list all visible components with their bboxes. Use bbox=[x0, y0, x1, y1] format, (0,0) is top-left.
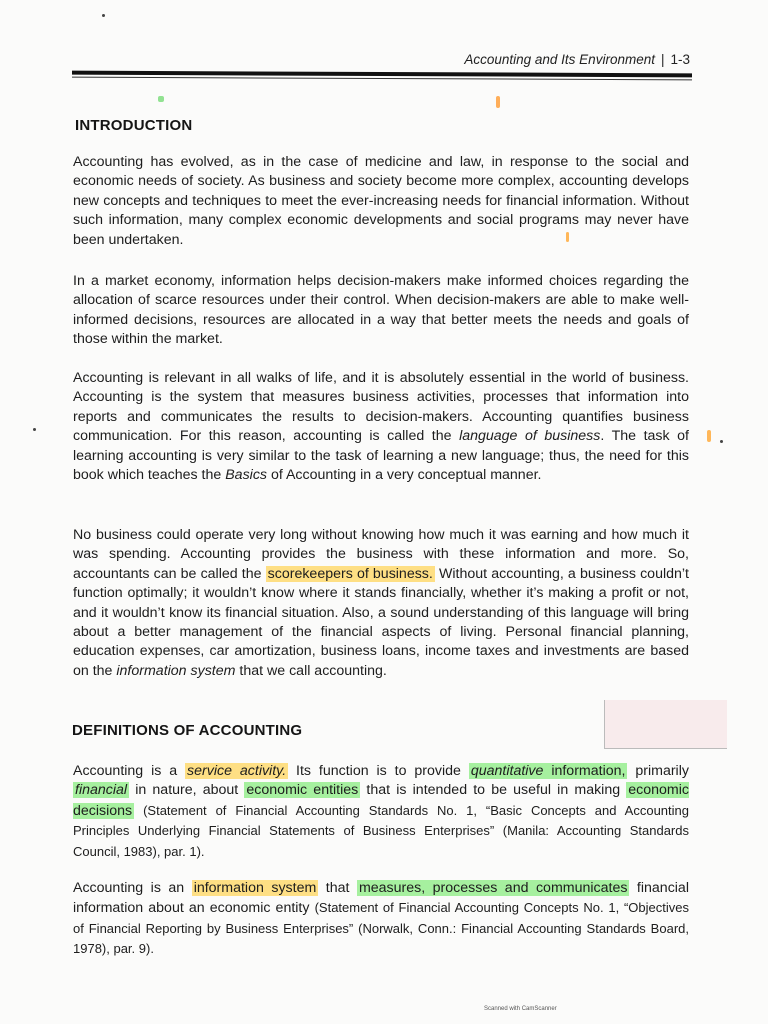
section-heading-definitions: DEFINITIONS OF ACCOUNTING bbox=[72, 722, 303, 739]
intro-paragraph-4: No business could operate very long without knowing how much it was earning and how much it was spending. Accounting provides the business with these information and more. So, accountants can be called the scorekeepers of business. Without accounting, a business couldn’t function optimally; it wouldn’t know where it stands financially, whether it’s making a profit or not, and it wouldn’t know its financial situation. Also, a sound understanding of this language will bring about a better management of the financial aspects of living. Personal financial planning, education expenses, car amortization, business loans, income taxes and investments are based on the information system that we call accounting. bbox=[73, 527, 689, 679]
highlight-information-system: information system bbox=[193, 880, 317, 896]
highlighter-smudge bbox=[566, 232, 569, 242]
header-rule-thin bbox=[72, 77, 692, 81]
definition-paragraph-2: Accounting is an information system that measures, processes and communicates financial information about an economic entity (Statement of Financial Accounting Concepts No. 1, “Objectives of Financial Reporting by Business Enterprises” (Norwalk, Conn.: Financial Accounting Standards Board, 1978), par. 9). bbox=[73, 880, 689, 957]
emphasis-information-system: information system bbox=[116, 662, 236, 679]
definition-paragraph-1: Accounting is a service activity. Its function is to provide quantitative information, primarily financial in nature, about economic entities that is intended to be useful in making economic decisions (Statement of Financial Accounting Standards No. 1, “Basic Concepts and Accounting Principles Underlying Financial Statements of Business Enterprises” (Manila: Accounting Standards Council, 1983), par. 1). bbox=[73, 763, 690, 859]
intro-paragraph-3: Accounting is relevant in all walks of life, and it is absolutely essential in the world of business. Accounting is the system that measures business activities, processes that information into reports and communicates the results to decision-makers. Accounting quantifies business communication. For this reason, accounting is called the language of business. The task of learning accounting is very similar to the task of learning a new language; thus, the need for this book which teaches the Basics of Accounting in a very conceptual manner. bbox=[73, 370, 689, 484]
highlight-financial: financial bbox=[75, 782, 128, 799]
highlight-service-activity: service activity. bbox=[187, 763, 287, 779]
scan-speck bbox=[720, 440, 723, 443]
scan-speck bbox=[33, 428, 36, 431]
highlight-economic-decisions: economic decisions bbox=[73, 782, 690, 819]
citation-sfas-1: (Statement of Financial Accounting Standards No. 1, “Basic Concepts and Accounting Principles Underlying Financial Statements of Business Enterprises” (Manila: Accounting Standards Council, 1983), par. 1). bbox=[73, 802, 689, 859]
highlight-measures-processes-communicates: measures, processes and communicates bbox=[358, 880, 628, 896]
highlight-economic-entities: economic entities bbox=[246, 782, 359, 799]
scan-speck bbox=[102, 14, 105, 17]
highlight-quantitative-information: quantitative information, bbox=[470, 763, 626, 779]
chapter-title: Accounting and Its Environment bbox=[464, 52, 655, 67]
citation-sfac-1: (Statement of Financial Accounting Concepts No. 1, “Objectives of Financial Reporting by Business Enterprises” (Norwalk, Conn.: Financial Accounting Standards Board, 1978), par. 9). bbox=[73, 900, 689, 957]
page-number: 1-3 bbox=[670, 52, 690, 67]
margin-stain bbox=[604, 700, 727, 749]
intro-paragraph-2: In a market economy, information helps decision-makers make informed choices regarding the allocation of scarce resources under their control. When decision-makers are able to make well-informed decisions, resources are allocated in a way that better meets the needs and goals of those within the market. bbox=[73, 273, 689, 348]
highlight-scorekeepers: scorekeepers of business. bbox=[267, 565, 433, 582]
running-head bbox=[464, 52, 690, 67]
highlighter-smudge bbox=[707, 430, 711, 442]
highlighter-smudge bbox=[496, 96, 500, 108]
section-heading-introduction: INTRODUCTION bbox=[75, 117, 193, 134]
emphasis-basics: Basics bbox=[225, 467, 268, 484]
highlighter-smudge bbox=[158, 96, 164, 102]
emphasis-language-of-business: language of business bbox=[459, 428, 601, 445]
scanner-watermark: Scanned with CamScanner bbox=[484, 1006, 557, 1012]
intro-paragraph-1: Accounting has evolved, as in the case of medicine and law, in response to the social and economic needs of society. As business and society become more complex, accounting develops new concepts and techniques to meet the ever-increasing needs for financial information. Without such information, many complex economic developments and social programs may never have been undertaken. bbox=[73, 154, 689, 248]
header-separator: | bbox=[660, 52, 665, 67]
